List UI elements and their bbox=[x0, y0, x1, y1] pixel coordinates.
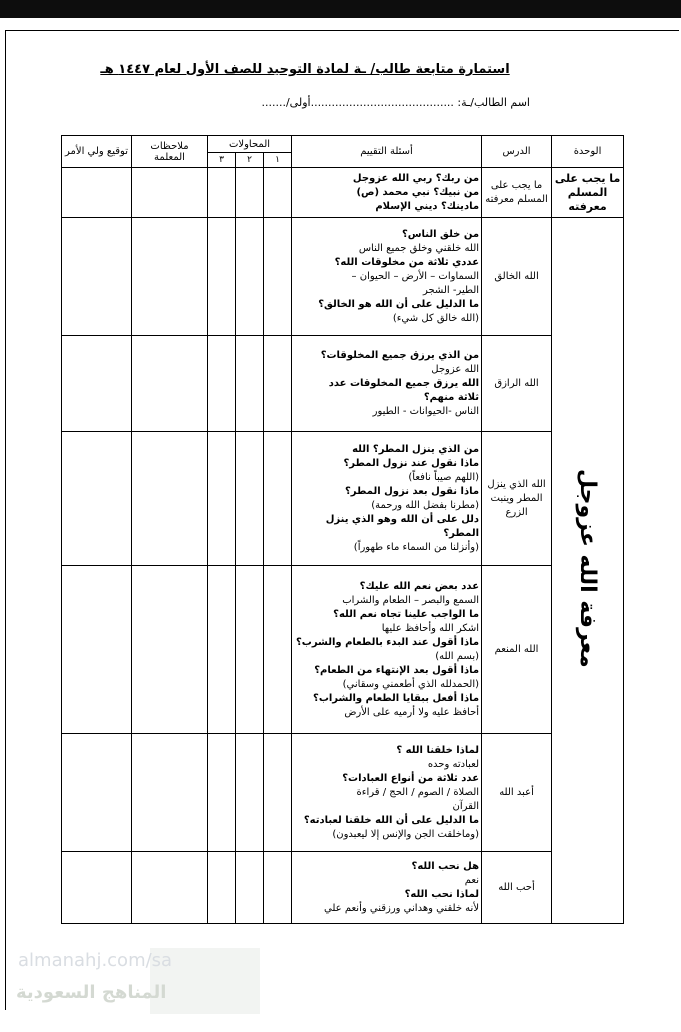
attempt-2-cell[interactable] bbox=[236, 336, 264, 432]
header-guardian-signature: توقيع ولي الأمر bbox=[62, 136, 132, 168]
teacher-notes-cell[interactable] bbox=[132, 566, 208, 734]
guardian-signature-cell[interactable] bbox=[62, 852, 132, 924]
student-name-line: اسم الطالب/ـة: .........................................أولى/....... bbox=[261, 96, 530, 109]
question-text: عددي ثلاثة من مخلوقات الله؟ bbox=[334, 256, 480, 268]
attempt-1-cell[interactable] bbox=[264, 336, 292, 432]
answer-text: السماوات – الأرض – الحيوان – bbox=[351, 270, 480, 282]
table-row bbox=[62, 734, 624, 852]
header-unit: الوحدة bbox=[552, 136, 624, 168]
answer-text: (مطرنا بفضل الله ورحمة) bbox=[371, 499, 480, 511]
questions-cell bbox=[292, 168, 482, 218]
question-text: ثلاثة منهم؟ bbox=[423, 391, 480, 403]
attempt-1-cell[interactable] bbox=[264, 566, 292, 734]
answer-text: (وماخلقت الجن والإنس إلا ليعبدون) bbox=[332, 828, 480, 840]
top-bar bbox=[0, 0, 681, 18]
teacher-notes-cell[interactable] bbox=[132, 852, 208, 924]
lesson-cell: الله المنعم bbox=[482, 566, 552, 734]
answer-text: (الله خالق كل شيء) bbox=[392, 312, 480, 324]
table-row bbox=[62, 852, 624, 924]
answer-text: لأنه خلقني وهداني ورزقني وأنعم علي bbox=[324, 902, 480, 914]
question-text: دلل على أن الله وهو الذي ينزل bbox=[325, 513, 480, 525]
unit-main-label: معرفة الله عزوجل bbox=[575, 469, 601, 668]
question-text: ما الدليل على أن الله خلقنا لعبادته؟ bbox=[303, 814, 480, 826]
attempt-1-cell[interactable] bbox=[264, 432, 292, 566]
questions-cell bbox=[292, 734, 482, 852]
header-attempt-1: ١ bbox=[264, 153, 292, 168]
page-title: استمارة متابعة طالب/ ـة لمادة التوحيد للصف الأول لعام ١٤٤٧ هـ bbox=[100, 62, 510, 77]
table-row bbox=[62, 566, 624, 734]
question-text: ما الدليل على أن الله هو الخالق؟ bbox=[318, 298, 480, 310]
attempt-2-cell[interactable] bbox=[236, 218, 264, 336]
question-text: ماذا أفعل ببقايا الطعام والشراب؟ bbox=[313, 692, 480, 704]
header-teacher-notes: ملاحظات المعلمة bbox=[132, 136, 208, 168]
attempt-2-cell[interactable] bbox=[236, 168, 264, 218]
guardian-signature-cell[interactable] bbox=[62, 336, 132, 432]
teacher-notes-cell[interactable] bbox=[132, 336, 208, 432]
guardian-signature-cell[interactable] bbox=[62, 168, 132, 218]
unit-cell-main bbox=[552, 218, 624, 924]
evaluation-table bbox=[61, 135, 624, 924]
question-text: من نبيك؟ نبي محمد (ص) bbox=[356, 186, 480, 198]
header-attempts: المحاولات bbox=[208, 136, 292, 153]
lesson-cell: ما يجب على المسلم معرفته bbox=[482, 168, 552, 218]
attempt-3-cell[interactable] bbox=[208, 734, 236, 852]
attempt-3-cell[interactable] bbox=[208, 432, 236, 566]
guardian-signature-cell[interactable] bbox=[62, 218, 132, 336]
question-text: الله يرزق جميع المخلوقات عدد bbox=[328, 377, 480, 389]
teacher-notes-cell[interactable] bbox=[132, 168, 208, 218]
attempt-2-cell[interactable] bbox=[236, 566, 264, 734]
answer-text: (بسم الله) bbox=[435, 650, 480, 662]
questions-cell bbox=[292, 432, 482, 566]
answer-text: الله خلقني وخلق جميع الناس bbox=[358, 242, 480, 254]
answer-text: أحافظ عليه ولا أرميه على الأرض bbox=[344, 706, 480, 718]
attempt-3-cell[interactable] bbox=[208, 852, 236, 924]
attempt-1-cell[interactable] bbox=[264, 734, 292, 852]
answer-text: الله عزوجل bbox=[431, 363, 480, 375]
attempt-2-cell[interactable] bbox=[236, 432, 264, 566]
watermark-brand: المناهج السعودية bbox=[16, 982, 167, 1003]
guardian-signature-cell[interactable] bbox=[62, 432, 132, 566]
question-text: من الذي يرزق جميع المخلوقات؟ bbox=[320, 349, 480, 361]
answer-text: الطير- الشجر bbox=[422, 284, 480, 296]
header-questions: أسئلة التقييم bbox=[292, 136, 482, 168]
table-row bbox=[62, 218, 624, 336]
attempt-3-cell[interactable] bbox=[208, 218, 236, 336]
question-text: ماذا نقول بعد نزول المطر؟ bbox=[345, 485, 480, 497]
attempt-2-cell[interactable] bbox=[236, 734, 264, 852]
guardian-signature-cell[interactable] bbox=[62, 734, 132, 852]
table-row bbox=[62, 336, 624, 432]
attempt-1-cell[interactable] bbox=[264, 168, 292, 218]
answer-text: (الحمدلله الذي أطعمني وسقاني) bbox=[342, 678, 480, 690]
attempt-2-cell[interactable] bbox=[236, 852, 264, 924]
question-text: من ربك؟ ربي الله عزوجل bbox=[352, 172, 480, 184]
unit-cell-first: ما يجب على المسلم معرفته bbox=[552, 168, 624, 218]
question-text: ماذا أقول بعد الإنتهاء من الطعام؟ bbox=[314, 664, 480, 676]
lesson-cell: الله الخالق bbox=[482, 218, 552, 336]
question-text: عدد ثلاثة من أنواع العبادات؟ bbox=[342, 772, 480, 784]
answer-text: نعم bbox=[464, 874, 480, 886]
attempt-3-cell[interactable] bbox=[208, 168, 236, 218]
answer-text: الصلاة / الصوم / الحج / قراءة bbox=[356, 786, 480, 798]
question-text: لماذا خلقنا الله ؟ bbox=[396, 744, 480, 756]
teacher-notes-cell[interactable] bbox=[132, 218, 208, 336]
question-text: ما الواجب علينا تجاه نعم الله؟ bbox=[333, 608, 480, 620]
answer-text: السمع والبصر – الطعام والشراب bbox=[342, 594, 480, 606]
question-text: هل نحب الله؟ bbox=[411, 860, 480, 872]
attempt-1-cell[interactable] bbox=[264, 218, 292, 336]
answer-text: القرآن bbox=[452, 800, 480, 812]
header-attempt-2: ٢ bbox=[236, 153, 264, 168]
lesson-cell: أحب الله bbox=[482, 852, 552, 924]
answer-text: اشكر الله وأحافظ عليها bbox=[381, 622, 480, 634]
answer-text: لعبادته وحده bbox=[427, 758, 480, 770]
header-lesson: الدرس bbox=[482, 136, 552, 168]
questions-cell bbox=[292, 336, 482, 432]
answer-text: الناس -الحيوانات - الطيور bbox=[372, 405, 480, 417]
question-text: مادينك؟ ديني الإسلام bbox=[375, 200, 480, 212]
question-text: ماذا نقول عند نزول المطر؟ bbox=[343, 457, 480, 469]
answer-text: (وأنزلنا من السماء ماء طهوراً) bbox=[353, 541, 480, 553]
question-text: لماذا نحب الله؟ bbox=[404, 888, 480, 900]
question-text: ماذا أقول عند البدء بالطعام والشرب؟ bbox=[295, 636, 480, 648]
question-text: من خلق الناس؟ bbox=[401, 228, 480, 240]
question-text: المطر؟ bbox=[443, 527, 480, 539]
header-attempt-3: ٣ bbox=[208, 153, 236, 168]
attempt-1-cell[interactable] bbox=[264, 852, 292, 924]
guardian-signature-cell[interactable] bbox=[62, 566, 132, 734]
lesson-cell: الله الرازق bbox=[482, 336, 552, 432]
questions-cell bbox=[292, 852, 482, 924]
teacher-notes-cell[interactable] bbox=[132, 734, 208, 852]
table-row bbox=[62, 432, 624, 566]
lesson-cell: الله الذي ينزل المطر وينبت الزرع bbox=[482, 432, 552, 566]
question-text: من الذي ينزل المطر؟ الله bbox=[352, 443, 480, 455]
question-text: عدد بعض نعم الله عليك؟ bbox=[359, 580, 480, 592]
attempt-3-cell[interactable] bbox=[208, 566, 236, 734]
questions-cell bbox=[292, 218, 482, 336]
lesson-cell: أعبد الله bbox=[482, 734, 552, 852]
questions-cell bbox=[292, 566, 482, 734]
table-row bbox=[62, 168, 624, 218]
answer-text: (اللهم صيباً نافعاً) bbox=[408, 471, 480, 483]
attempt-3-cell[interactable] bbox=[208, 336, 236, 432]
watermark-site: almanahj.com/sa bbox=[18, 950, 173, 971]
teacher-notes-cell[interactable] bbox=[132, 432, 208, 566]
